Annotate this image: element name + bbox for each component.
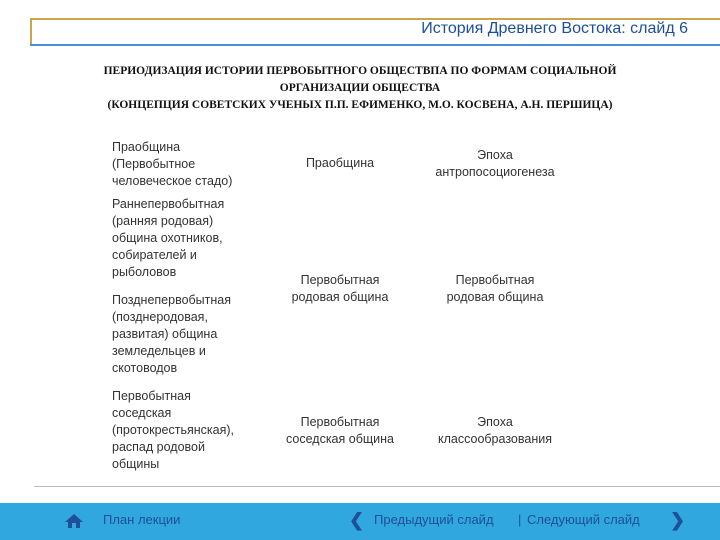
period-cell-1: Праобщина (Первобытное человеческое стадо): [112, 140, 233, 188]
epoch-cell-2: Первобытная родовая община: [446, 273, 544, 304]
content-bottom-rule: [34, 486, 720, 487]
chevron-left-icon[interactable]: ❮: [349, 510, 365, 530]
home-icon[interactable]: [64, 513, 84, 529]
period-cell-4: Первобытная соседская (протокрестьянская), распад родовой общины: [112, 389, 234, 471]
heading-line-1: ПЕРИОДИЗАЦИЯ ИСТОРИИ ПЕРВОБЫТНОГО ОБЩЕСТВПА ПО ФОРМАМ СОЦИАЛЬНОЙ: [103, 65, 617, 77]
footer-separator: |: [518, 512, 522, 527]
next-slide-link[interactable]: Следующий слайд: [527, 512, 640, 527]
form-cell-1: Праобщина: [305, 156, 375, 170]
chevron-right-icon[interactable]: ❯: [670, 510, 686, 530]
epoch-cell-3: Эпоха классообразования: [438, 415, 552, 446]
heading-line-2: ОРГАНИЗАЦИИ ОБЩЕСТВА: [279, 82, 441, 94]
page-heading: [0, 63, 720, 114]
period-cell-2: Раннепервобытная (ранняя родовая) община охотников, собирателей и рыболовов: [112, 197, 225, 279]
header-frame-left-line: [30, 18, 32, 44]
header-underline: [30, 44, 720, 46]
heading-line-3: (КОНЦЕПЦИЯ СОВЕТСКИХ УЧЕНЫХ П.П. ЕФИМЕНКО, М.О. КОСВЕНА, А.Н. ПЕРШИЦА): [107, 99, 613, 111]
form-cell-2: Первобытная родовая община: [291, 273, 389, 304]
form-cell-3: Первобытная соседская община: [286, 415, 394, 446]
slide-title: История Древнего Востока: слайд 6: [421, 20, 688, 37]
period-cell-3: Позднепервобытная (позднеродовая, развитая) община земледельцев и скотоводов: [112, 293, 232, 375]
footer-bar: [0, 503, 720, 540]
epoch-cell-1: Эпоха антропосоциогенеза: [435, 148, 555, 179]
lecture-plan-link[interactable]: План лекции: [103, 512, 181, 527]
previous-slide-link[interactable]: Предыдущий слайд: [374, 512, 494, 527]
